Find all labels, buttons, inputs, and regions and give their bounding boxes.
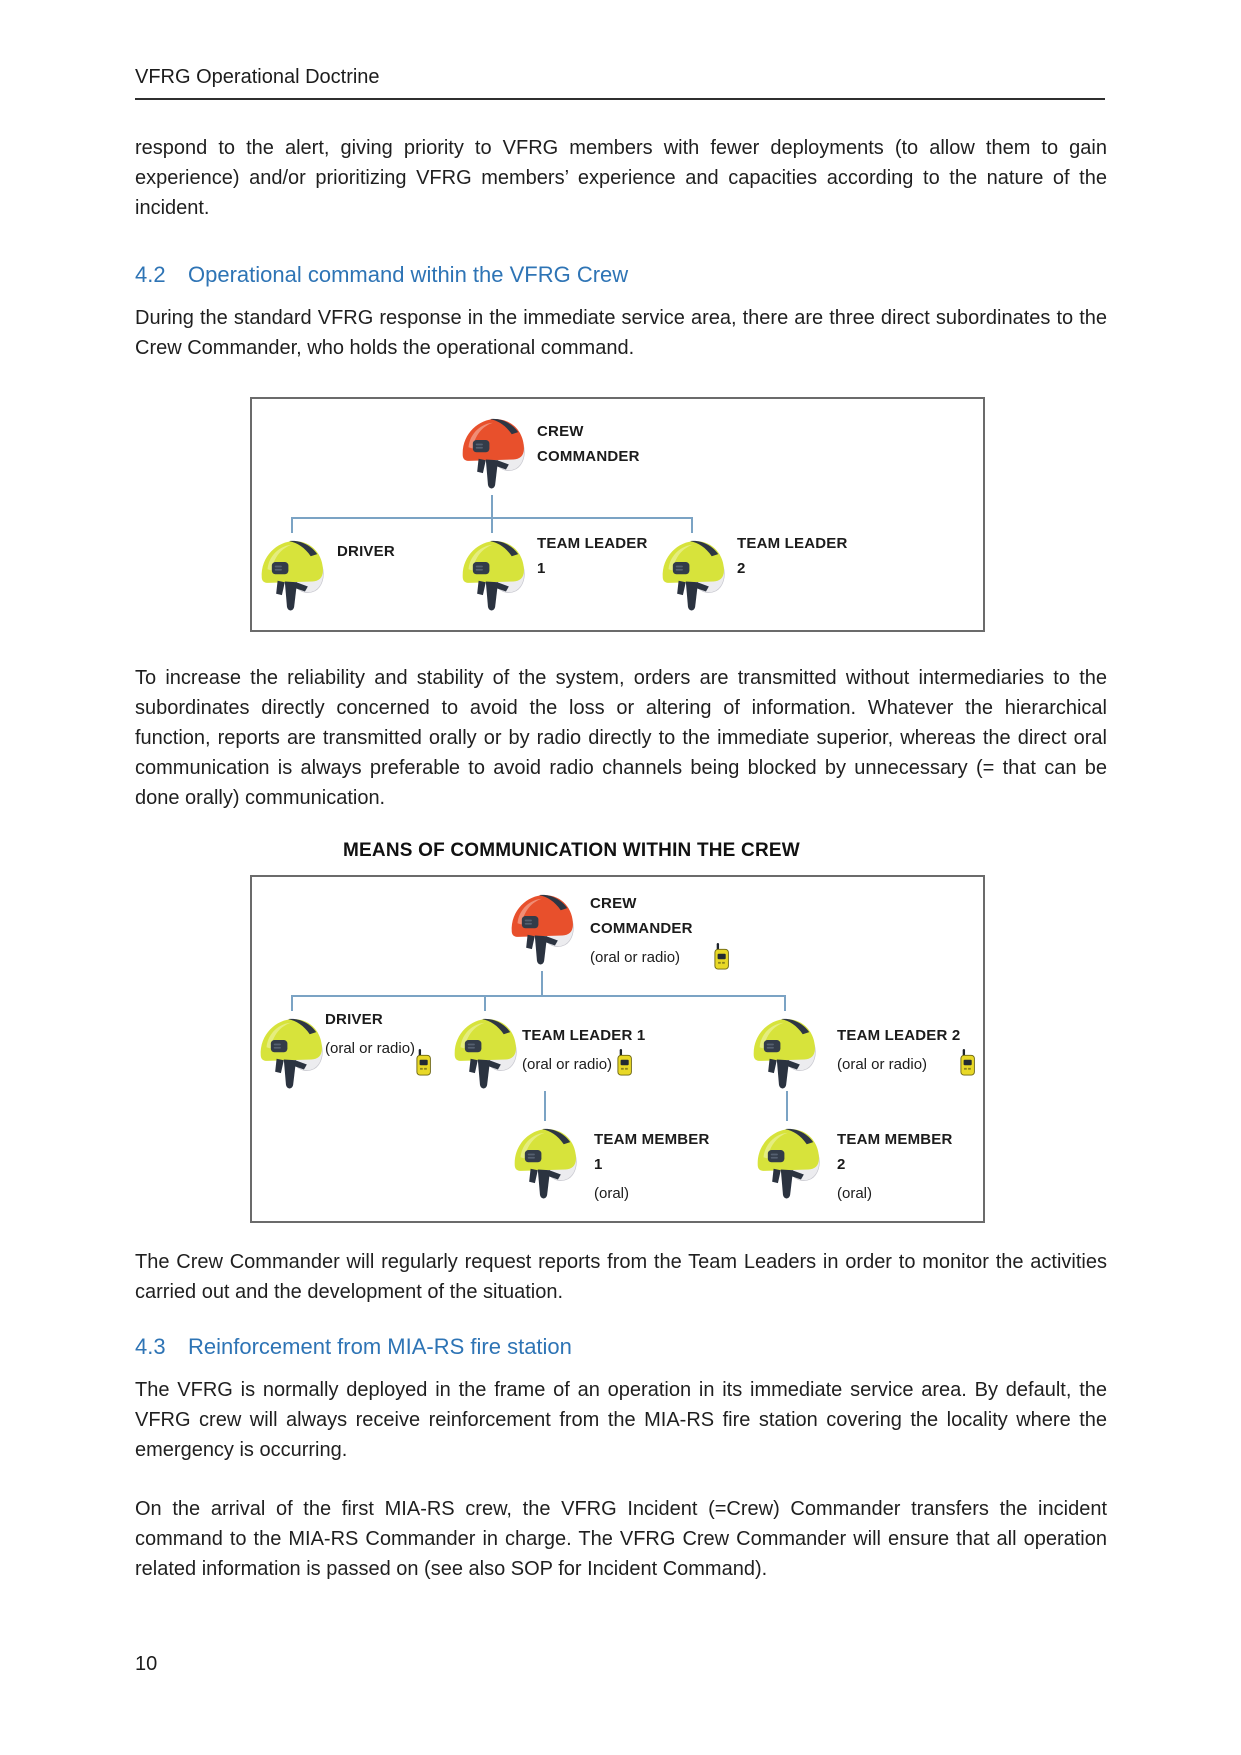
paragraph-reliability: To increase the reliability and stability of the system, orders are transmitted without intermediaries to the subordinates directly concerned to avoid the loss or altering of information. Whatever the hierarchical function, reports are transmitted orally or by radio directly to the immediate superior, whereas the direct oral communication is always preferable to avoid radio channels being blocked by unnecessary (= that can be done orally) communication.	[135, 667, 1107, 809]
driver-helmet-icon	[255, 1011, 327, 1095]
command-hierarchy-diagram	[250, 397, 985, 632]
paragraph-intro: respond to the alert, giving priority to VFRG members with fewer deployments (to allow them to gain experience) and/or prioritizing VFRG members’ experience and capacities according to the nature of the incident.	[135, 137, 1107, 219]
communication-diagram	[250, 875, 985, 1223]
figure-title: MEANS OF COMMUNICATION WITHIN THE CREW	[343, 840, 800, 861]
communication-mode: (oral or radio)	[590, 949, 681, 966]
connector-line	[291, 517, 293, 533]
section-title: Reinforcement from MIA-RS fire station	[188, 1334, 572, 1359]
section-number: 4.3	[135, 1334, 166, 1359]
crew-commander-helmet-icon	[457, 411, 529, 495]
section-heading-4-3	[135, 1334, 1105, 1360]
team-member-1-label: TEAM MEMBER 1 (oral)	[594, 1127, 710, 1206]
team-member-1-helmet-icon	[509, 1121, 581, 1205]
section-heading-4-2	[135, 262, 1105, 288]
team-leader-2-label: TEAM LEADER 2	[737, 535, 848, 577]
crew-commander-label: CREW COMMANDER	[537, 423, 640, 465]
team-leader-1-label: TEAM LEADER 1	[537, 535, 648, 577]
radio-icon	[416, 1049, 434, 1076]
driver-label: DRIVER	[337, 543, 395, 560]
team-leader-1-helmet-icon	[449, 1011, 521, 1095]
radio-icon	[714, 943, 732, 970]
communication-mode: (oral or radio)	[522, 1056, 613, 1073]
connector-line	[784, 995, 786, 1011]
radio-icon	[960, 1049, 978, 1076]
connector-line	[544, 1091, 546, 1121]
connector-line	[786, 1091, 788, 1121]
paragraph-deployment: The VFRG is normally deployed in the frame of an operation in its immediate service area. By default, the VFRG crew will always receive reinforcement from the MIA-RS fire station covering the locality where the emergency is occurring.	[135, 1379, 1107, 1461]
paragraph-arrival: On the arrival of the first MIA-RS crew, the VFRG Incident (=Crew) Commander transfers the incident command to the MIA-RS Commander in charge. The VFRG Crew Commander will ensure that all operation related information is passed on (see also SOP for Incident Command).	[135, 1498, 1107, 1580]
crew-commander-label: CREW COMMANDER (oral or radio)	[590, 891, 693, 970]
team-member-2-helmet-icon	[752, 1121, 824, 1205]
radio-icon	[617, 1049, 635, 1076]
team-leader-2-helmet-icon	[748, 1011, 820, 1095]
crew-commander-helmet-icon	[506, 887, 578, 971]
team-leader-2-label: TEAM LEADER 2 (oral or radio)	[837, 1023, 960, 1077]
connector-line	[541, 971, 543, 995]
connector-line	[291, 995, 786, 997]
team-leader-2-helmet-icon	[657, 533, 729, 617]
connector-line	[691, 517, 693, 533]
team-leader-1-helmet-icon	[457, 533, 529, 617]
paragraph-monitor: The Crew Commander will regularly request reports from the Team Leaders in order to monitor the activities carried out and the development of the situation.	[135, 1251, 1107, 1303]
team-member-2-label: TEAM MEMBER 2 (oral)	[837, 1127, 953, 1206]
driver-label: DRIVER (oral or radio)	[325, 1007, 415, 1061]
communication-mode: (oral)	[594, 1185, 630, 1202]
connector-line	[291, 995, 293, 1011]
page-number: 10	[135, 1653, 158, 1675]
connector-line	[491, 495, 493, 517]
connector-line	[484, 995, 486, 1011]
communication-mode: (oral or radio)	[325, 1040, 416, 1057]
team-leader-1-label: TEAM LEADER 1 (oral or radio)	[522, 1023, 645, 1077]
paragraph-during: During the standard VFRG response in the immediate service area, there are three direct subordinates to the Crew Commander, who holds the operational command.	[135, 307, 1107, 359]
communication-mode: (oral)	[837, 1185, 873, 1202]
section-title: Operational command within the VFRG Crew	[188, 262, 629, 287]
document-header-title: VFRG Operational Doctrine	[135, 66, 380, 88]
connector-line	[491, 517, 493, 533]
communication-mode: (oral or radio)	[837, 1056, 928, 1073]
header-rule	[135, 98, 1105, 100]
section-number: 4.2	[135, 262, 166, 287]
driver-helmet-icon	[256, 533, 328, 617]
